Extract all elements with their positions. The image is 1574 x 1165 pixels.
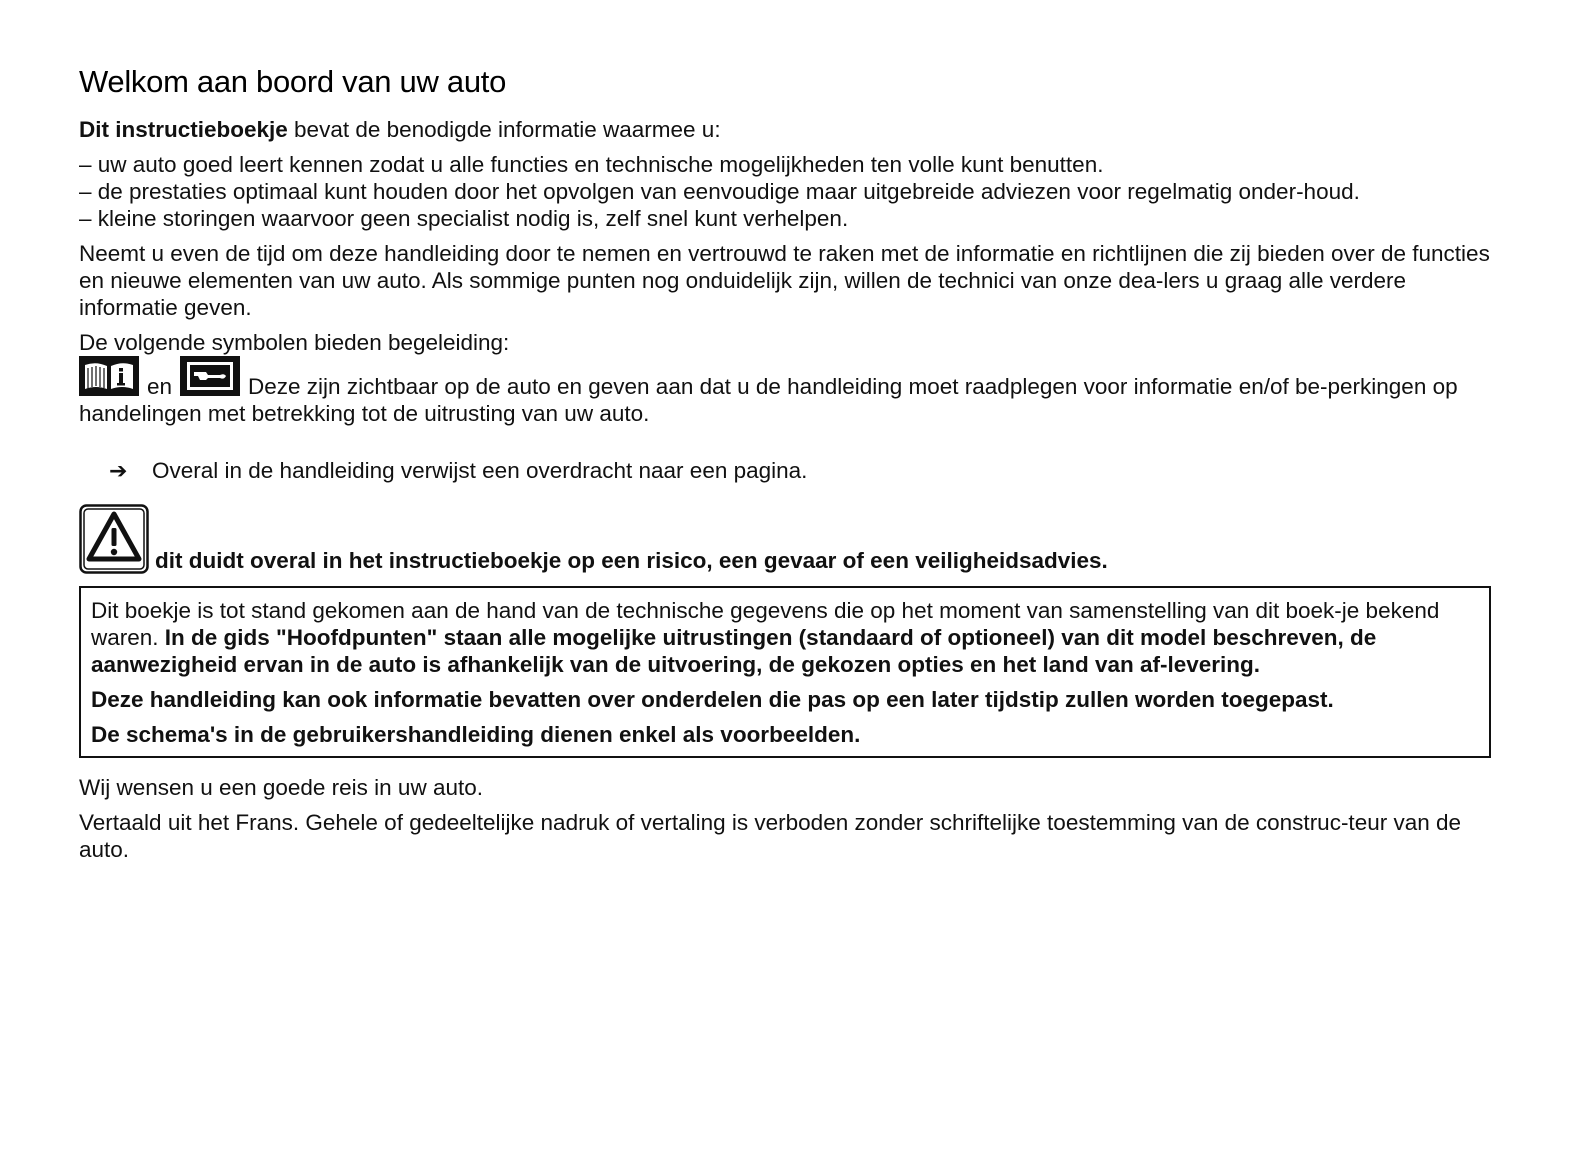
symbols-row — [79, 360, 1491, 427]
intro-rest: bevat de benodigde informatie waarmee u: — [287, 117, 721, 142]
wrench-service-icon — [180, 356, 240, 396]
notice-diagrams: De schema's in de gebruikershandleiding dienen enkel als voorbeelden. — [91, 722, 861, 747]
intro-bold: Dit instructieboekje — [79, 117, 288, 142]
symbols-connector: en — [147, 374, 173, 399]
manual-book-icon — [79, 356, 139, 396]
closing-text: Wij wensen u een goede reis in uw auto. — [79, 775, 483, 800]
warning-row — [79, 504, 1491, 574]
page — [79, 62, 1491, 863]
notice-bold: In de gids "Hoofdpunten" staan alle mogelijke uitrustingen (standaard of optioneel) van dit model beschreven, de aanwezigheid ervan in de auto is afhankelijk van de uitvoering, de gekozen opties en het land van af-levering. — [91, 625, 1377, 677]
page-reference-text: Overal in de handleiding verwijst een overdracht naar een pagina. — [152, 458, 808, 483]
bullet-item: – uw auto goed leert kennen zodat u alle functies en technische mogelijkheden ten volle kunt benutten. — [79, 152, 1104, 177]
notice-box — [79, 586, 1491, 758]
bullet-list — [79, 151, 1491, 232]
notice-plain: Dit boekje is tot stand gekomen aan de hand van de technische gegevens die op het moment van samenstelling van dit boek-je bekend waren. — [91, 598, 1440, 650]
symbols-text: Deze zijn zichtbaar op de auto en geven aan dat u de handleiding moet raadplegen voor informatie en/of be-perkingen op handelingen met betrekking tot de uitrusting van uw auto. — [79, 374, 1458, 426]
arrow-right-icon: ➔ — [109, 458, 128, 483]
warning-triangle-icon — [79, 504, 149, 574]
bullet-item: – de prestaties optimaal kunt houden door het opvolgen van eenvoudige maar uitgebreide adviezen voor regelmatig onder-houd. — [79, 179, 1360, 204]
warning-text: dit duidt overal in het instructieboekje op een risico, een gevaar of een veiligheidsadvies. — [155, 548, 1108, 573]
instructions-paragraph: Neemt u even de tijd om deze handleiding door te nemen en vertrouwd te raken met de informatie en richtlijnen die zij bieden over de functies en nieuwe elementen van uw auto. Als sommige punten nog onduidelijk zijn, willen de technici van onze dea-lers u graag alle verdere informatie geven. — [79, 241, 1490, 320]
symbols-intro: De volgende symbolen bieden begeleiding: — [79, 330, 510, 355]
notice-later-parts: Deze handleiding kan ook informatie bevatten over onderdelen die pas op een later tijdstip zullen worden toegepast. — [91, 687, 1334, 712]
notice-paragraph — [91, 597, 1479, 678]
page-title: Welkom aan boord van uw auto — [79, 64, 507, 99]
page-reference-row — [79, 457, 1491, 484]
intro-paragraph — [79, 116, 1491, 143]
copyright-text: Vertaald uit het Frans. Gehele of gedeeltelijke nadruk of vertaling is verboden zonder schriftelijke toestemming van de construc-teur van de auto. — [79, 810, 1462, 862]
bullet-item: – kleine storingen waarvoor geen specialist nodig is, zelf snel kunt verhelpen. — [79, 206, 849, 231]
